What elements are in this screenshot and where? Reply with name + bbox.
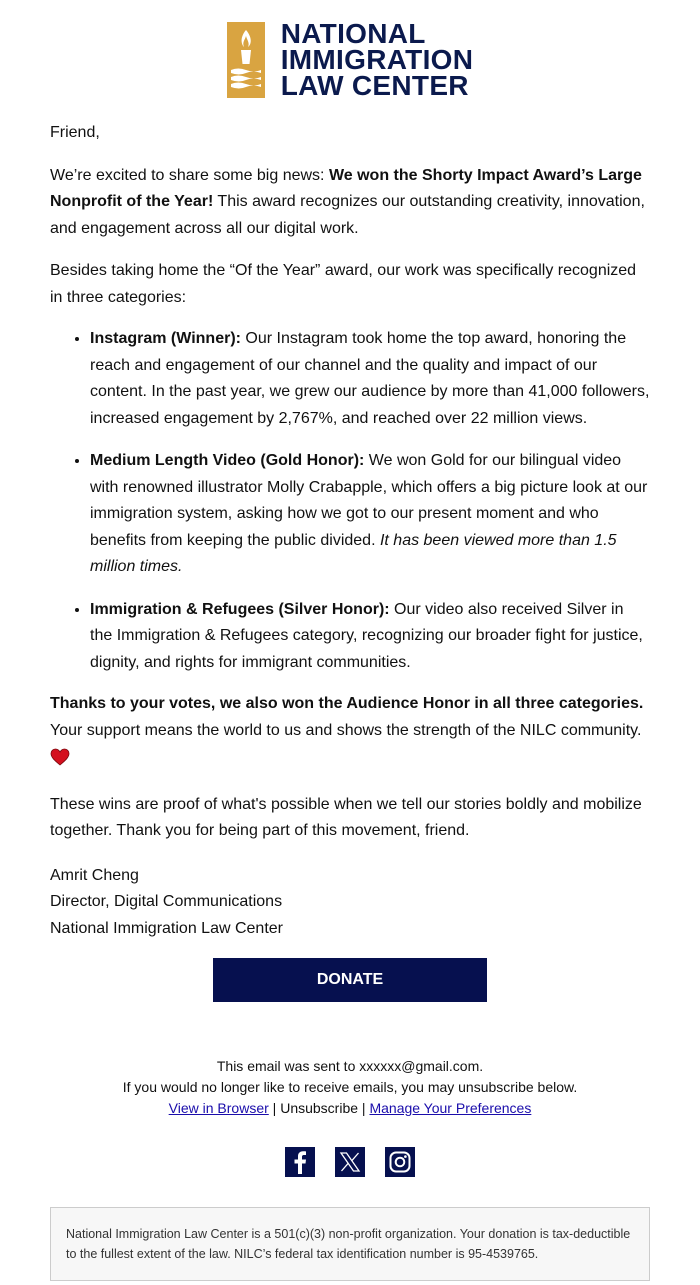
separator: | xyxy=(358,1100,370,1116)
unsubscribe-link[interactable]: Unsubscribe xyxy=(280,1100,359,1116)
logo-line-2: IMMIGRATION xyxy=(280,44,474,75)
audience-text: Your support means the world to us and shows the strength of the NILC community. xyxy=(50,721,642,739)
torch-icon xyxy=(227,22,265,98)
nilc-logo[interactable] xyxy=(50,0,650,100)
category-title: Medium Length Video (Gold Honor): xyxy=(90,452,365,469)
separator: | xyxy=(268,1100,281,1116)
signature xyxy=(50,863,650,943)
logo-wordmark xyxy=(280,18,474,101)
audience-headline: Thanks to your votes, we also won the Audience Honor in all three categories. xyxy=(50,695,644,712)
category-item xyxy=(90,326,650,432)
social-links xyxy=(50,1147,650,1177)
signature-org: National Immigration Law Center xyxy=(50,919,283,937)
manage-preferences-link[interactable]: Manage Your Preferences xyxy=(369,1100,532,1116)
category-text: We won Gold for our bilingual video with renowned illustrator Molly Crabapple, which offers a big picture look at our immigration system, asking how we got to our present moment and who benefits from keeping the public divided. xyxy=(90,452,648,549)
footer-links xyxy=(50,1098,650,1119)
heart-icon xyxy=(50,748,70,776)
unsubscribe-note: If you would no longer like to receive emails, you may unsubscribe below. xyxy=(122,1079,578,1095)
category-title: Instagram (Winner): xyxy=(90,330,241,347)
intro-tail: This award recognizes our outstanding creativity, innovation, and engagement across all our digital work. xyxy=(50,193,645,237)
category-text: Our Instagram took home the top award, honoring the reach and engagement of our channel and the quality and impact of our content. In the past year, we grew our audience by more than 41,000 followers, increased engagement by 2,767%, and reached over 22 million views. xyxy=(90,330,650,427)
categories-intro: Besides taking home the “Of the Year” award, our work was specifically recognized in three categories: xyxy=(50,262,637,306)
x-icon[interactable] xyxy=(335,1147,365,1177)
category-title: Immigration & Refugees (Silver Honor): xyxy=(90,600,390,618)
category-item xyxy=(90,448,650,581)
intro-paragraph xyxy=(50,163,650,243)
legal-disclaimer: National Immigration Law Center is a 501(c)(3) non-profit organization. Your donation is tax-deductible to the fullest extent of the law. NILC’s federal tax identification number is 95-4539765. xyxy=(50,1207,650,1281)
instagram-icon[interactable] xyxy=(385,1147,415,1177)
category-item xyxy=(90,597,650,677)
email-footer xyxy=(50,1056,650,1281)
donate-button[interactable]: DONATE xyxy=(213,958,487,1002)
category-text: Our video also received Silver in the Immigration & Refugees category, recognizing our broader fight for justice, dignity, and rights for immigrant communities. xyxy=(90,600,643,671)
email-content xyxy=(50,120,650,1002)
logo-line-3: LAW CENTER xyxy=(280,70,469,101)
logo-line-1: NATIONAL xyxy=(280,18,426,49)
intro-headline: We won the Shorty Impact Award’s Large Nonprofit of the Year! xyxy=(50,166,642,210)
categories-list xyxy=(50,326,650,676)
email-body xyxy=(50,0,650,1281)
sent-to-text: This email was sent to xxxxxx@gmail.com. xyxy=(216,1058,484,1074)
view-in-browser-link[interactable]: View in Browser xyxy=(168,1100,269,1116)
signature-title: Director, Digital Communications xyxy=(50,893,283,910)
closing-paragraph: These wins are proof of what's possible when we tell our stories boldly and mobilize together. Thank you for being part of this movement, friend. xyxy=(50,795,642,839)
category-italic-note: It has been viewed more than 1.5 million times. xyxy=(90,531,617,575)
facebook-icon[interactable] xyxy=(285,1147,315,1177)
signature-name: Amrit Cheng xyxy=(50,866,139,884)
greeting: Friend, xyxy=(50,124,100,141)
intro-lead: We’re excited to share some big news: xyxy=(50,166,329,184)
audience-paragraph xyxy=(50,691,650,776)
